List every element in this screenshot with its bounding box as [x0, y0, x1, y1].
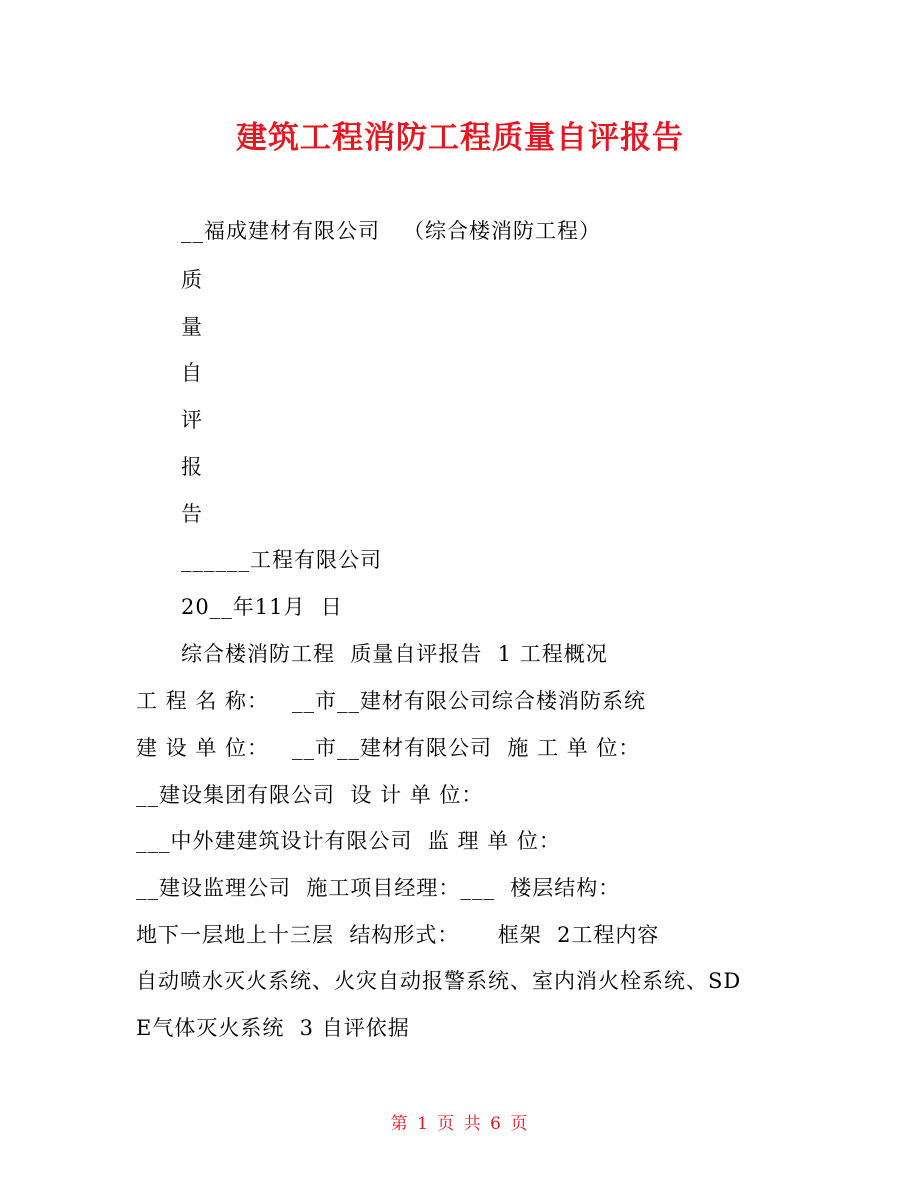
vertical-char-liang: 量 [181, 315, 203, 339]
vertical-char-zi: 自 [181, 361, 203, 385]
contractor-company-line: ______工程有限公司 [181, 548, 382, 572]
document-title: 建筑工程消防工程质量自评报告 [236, 120, 684, 156]
vertical-char-ping: 评 [181, 408, 203, 432]
construction-unit-line: __建设集团有限公司 设 计 单 位： [136, 783, 484, 807]
page-footer: 第 1 页 共 6 页 [390, 1114, 530, 1134]
report-date-line: 20__年11月 日 [181, 595, 343, 619]
supervision-unit-line: __建设监理公司 施工项目经理：___ 楼层结构： [136, 876, 621, 900]
floor-structure-line: 地下一层地上十三层 结构形式： 框架 2工程内容 [136, 923, 660, 947]
vertical-char-zhi: 质 [181, 268, 203, 292]
work-content-continued-line: E气体灭火系统 3 自评依据 [136, 1016, 410, 1040]
project-name-line: 工 程 名 称： __市__建材有限公司综合楼消防系统 [136, 689, 647, 713]
section-heading-line: 综合楼消防工程 质量自评报告 1 工程概况 [181, 642, 608, 666]
vertical-char-gao: 告 [181, 502, 203, 526]
company-project-line: __福成建材有限公司 （综合楼消防工程） [181, 219, 602, 243]
owner-unit-line: 建 设 单 位： __市__建材有限公司 施 工 单 位： [136, 736, 641, 760]
vertical-char-bao: 报 [181, 455, 203, 479]
work-content-line: 自动喷水灭火系统、火灾自动报警系统、室内消火栓系统、SD [136, 969, 742, 993]
design-unit-line: ___中外建建筑设计有限公司 监 理 单 位： [136, 829, 561, 853]
